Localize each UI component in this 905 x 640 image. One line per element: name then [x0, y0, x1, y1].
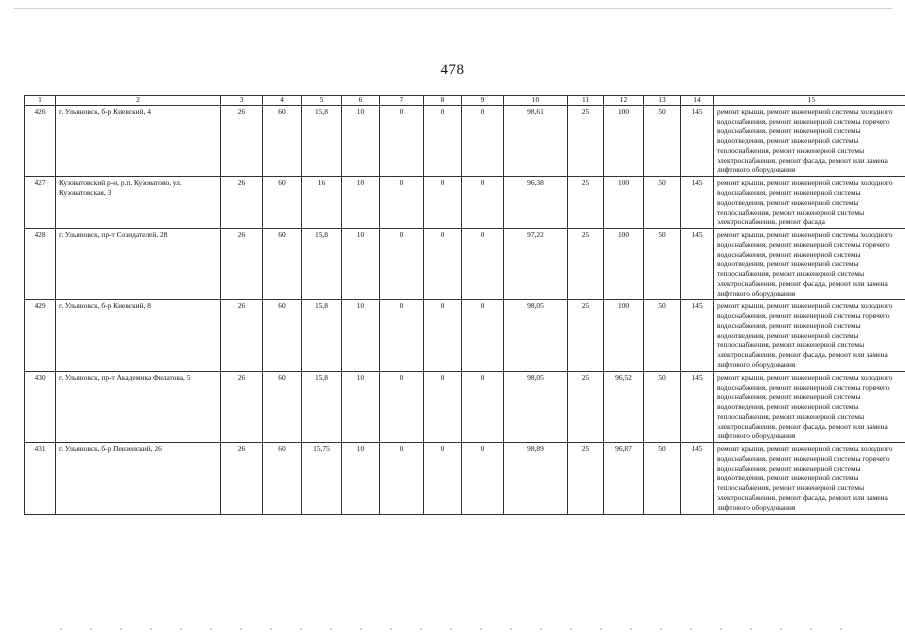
- value-cell-14: 145: [681, 300, 714, 371]
- col-header-4: 4: [263, 96, 302, 106]
- works-cell: ремонт крыши, ремонт инженерной системы холодного водоснабжения, ремонт инженерной системы горячего водоснабжения, ремонт инженерной системы водоотведения, ремонт инженерной системы теплоснабжения, ремонт инженерной системы электроснабжения, ремонт фасада, ремонт или замена лифтового оборудования: [714, 300, 905, 371]
- value-cell-14: 145: [681, 105, 714, 176]
- value-cell-8: 0: [424, 177, 462, 229]
- value-cell-7: 0: [380, 177, 424, 229]
- value-cell-10: 98,61: [504, 105, 568, 176]
- value-cell-6: 10: [342, 443, 380, 514]
- column-numbers-row: [25, 96, 905, 106]
- value-cell-11: 25: [568, 177, 604, 229]
- value-cell-4: 60: [263, 177, 302, 229]
- page-number: 478: [440, 62, 465, 78]
- value-cell-13: 50: [644, 371, 681, 442]
- value-cell-9: 0: [462, 229, 504, 300]
- value-cell-4: 60: [263, 371, 302, 442]
- value-cell-8: 0: [424, 371, 462, 442]
- value-cell-11: 25: [568, 300, 604, 371]
- value-cell-7: 0: [380, 300, 424, 371]
- value-cell-12: 100: [604, 300, 644, 371]
- col-header-11: 11: [568, 96, 604, 106]
- address-cell: г. Ульяновск, пр-т Академика Филатова, 5: [56, 371, 221, 442]
- value-cell-11: 25: [568, 229, 604, 300]
- value-cell-5: 15,8: [302, 229, 342, 300]
- value-cell-11: 25: [568, 371, 604, 442]
- table-row: [25, 105, 905, 176]
- col-header-8: 8: [424, 96, 462, 106]
- value-cell-9: 0: [462, 371, 504, 442]
- col-header-7: 7: [380, 96, 424, 106]
- row-number: 427: [25, 177, 56, 229]
- value-cell-10: 97,22: [504, 229, 568, 300]
- row-number: 426: [25, 105, 56, 176]
- col-header-12: 12: [604, 96, 644, 106]
- works-cell: ремонт крыши, ремонт инженерной системы холодного водоснабжения, ремонт инженерной системы горячего водоснабжения, ремонт инженерной системы водоотведения, ремонт инженерной системы теплоснабжения, ремонт инженерной системы электроснабжения, ремонт фасада, ремонт или замена лифтового оборудования: [714, 443, 905, 514]
- works-cell: ремонт крыши, ремонт инженерной системы холодного водоснабжения, ремонт инженерной системы горячего водоснабжения, ремонт инженерной системы водоотведения, ремонт инженерной системы теплоснабжения, ремонт инженерной системы электроснабжения, ремонт фасада, ремонт или замена лифтового оборудования: [714, 371, 905, 442]
- value-cell-3: 26: [221, 371, 263, 442]
- houses-register-table: [24, 95, 905, 515]
- value-cell-10: 96,38: [504, 177, 568, 229]
- col-header-5: 5: [302, 96, 342, 106]
- value-cell-13: 50: [644, 443, 681, 514]
- value-cell-5: 15,8: [302, 300, 342, 371]
- col-header-10: 10: [504, 96, 568, 106]
- value-cell-8: 0: [424, 443, 462, 514]
- value-cell-8: 0: [424, 229, 462, 300]
- row-number: 429: [25, 300, 56, 371]
- col-header-14: 14: [681, 96, 714, 106]
- value-cell-8: 0: [424, 300, 462, 371]
- col-header-3: 3: [221, 96, 263, 106]
- value-cell-9: 0: [462, 177, 504, 229]
- value-cell-3: 26: [221, 300, 263, 371]
- row-number: 431: [25, 443, 56, 514]
- value-cell-13: 50: [644, 105, 681, 176]
- table-row: [25, 371, 905, 442]
- table-row: [25, 300, 905, 371]
- value-cell-9: 0: [462, 443, 504, 514]
- table-row: [25, 443, 905, 514]
- value-cell-4: 60: [263, 443, 302, 514]
- value-cell-13: 50: [644, 229, 681, 300]
- value-cell-12: 96,87: [604, 443, 644, 514]
- scan-artifact-line: [60, 628, 850, 630]
- row-number: 428: [25, 229, 56, 300]
- works-cell: ремонт крыши, ремонт инженерной системы холодного водоснабжения, ремонт инженерной системы горячего водоснабжения, ремонт инженерной системы водоотведения, ремонт инженерной системы теплоснабжения, ремонт инженерной системы электроснабжения, ремонт фасада, ремонт или замена лифтового оборудования: [714, 105, 905, 176]
- col-header-15: 15: [714, 96, 905, 106]
- row-number: 430: [25, 371, 56, 442]
- value-cell-3: 26: [221, 105, 263, 176]
- value-cell-3: 26: [221, 443, 263, 514]
- value-cell-14: 145: [681, 229, 714, 300]
- value-cell-14: 145: [681, 443, 714, 514]
- value-cell-4: 60: [263, 300, 302, 371]
- address-cell: г. Ульяновск, б-р Киевский, 8: [56, 300, 221, 371]
- value-cell-6: 10: [342, 105, 380, 176]
- col-header-1: 1: [25, 96, 56, 106]
- value-cell-13: 50: [644, 300, 681, 371]
- value-cell-6: 10: [342, 229, 380, 300]
- value-cell-7: 0: [380, 105, 424, 176]
- works-cell: ремонт крыши, ремонт инженерной системы холодного водоснабжения, ремонт инженерной системы водоотведения, ремонт инженерной системы теплоснабжения, ремонт инженерной системы электроснабжения, ремонт фасада: [714, 177, 905, 229]
- value-cell-3: 26: [221, 177, 263, 229]
- value-cell-7: 0: [380, 443, 424, 514]
- value-cell-4: 60: [263, 105, 302, 176]
- table-row: [25, 229, 905, 300]
- value-cell-11: 25: [568, 105, 604, 176]
- col-header-2: 2: [56, 96, 221, 106]
- value-cell-11: 25: [568, 443, 604, 514]
- col-header-9: 9: [462, 96, 504, 106]
- value-cell-6: 10: [342, 300, 380, 371]
- value-cell-6: 10: [342, 371, 380, 442]
- value-cell-5: 15,75: [302, 443, 342, 514]
- value-cell-3: 26: [221, 229, 263, 300]
- value-cell-7: 0: [380, 229, 424, 300]
- value-cell-5: 15,8: [302, 371, 342, 442]
- value-cell-12: 100: [604, 105, 644, 176]
- value-cell-5: 16: [302, 177, 342, 229]
- value-cell-12: 100: [604, 229, 644, 300]
- value-cell-10: 98,05: [504, 300, 568, 371]
- value-cell-9: 0: [462, 105, 504, 176]
- table-row: [25, 177, 905, 229]
- value-cell-5: 15,8: [302, 105, 342, 176]
- value-cell-12: 96,52: [604, 371, 644, 442]
- page-edge-line: [14, 8, 892, 9]
- address-cell: г. Ульяновск, б-р Киевский, 4: [56, 105, 221, 176]
- address-cell: г. Ульяновск, б-р Пензенский, 26: [56, 443, 221, 514]
- value-cell-10: 98,89: [504, 443, 568, 514]
- address-cell: Кузоватовский р-н, р.п. Кузоватово, ул. Кузоватовская, 3: [56, 177, 221, 229]
- value-cell-14: 145: [681, 371, 714, 442]
- value-cell-12: 100: [604, 177, 644, 229]
- value-cell-4: 60: [263, 229, 302, 300]
- value-cell-7: 0: [380, 371, 424, 442]
- col-header-6: 6: [342, 96, 380, 106]
- value-cell-10: 98,05: [504, 371, 568, 442]
- works-cell: ремонт крыши, ремонт инженерной системы холодного водоснабжения, ремонт инженерной системы горячего водоснабжения, ремонт инженерной системы водоотведения, ремонт инженерной системы теплоснабжения, ремонт инженерной системы электроснабжения, ремонт фасада, ремонт или замена лифтового оборудования: [714, 229, 905, 300]
- value-cell-9: 0: [462, 300, 504, 371]
- value-cell-14: 145: [681, 177, 714, 229]
- address-cell: г. Ульяновск, пр-т Созидателей, 28: [56, 229, 221, 300]
- value-cell-13: 50: [644, 177, 681, 229]
- value-cell-8: 0: [424, 105, 462, 176]
- col-header-13: 13: [644, 96, 681, 106]
- value-cell-6: 10: [342, 177, 380, 229]
